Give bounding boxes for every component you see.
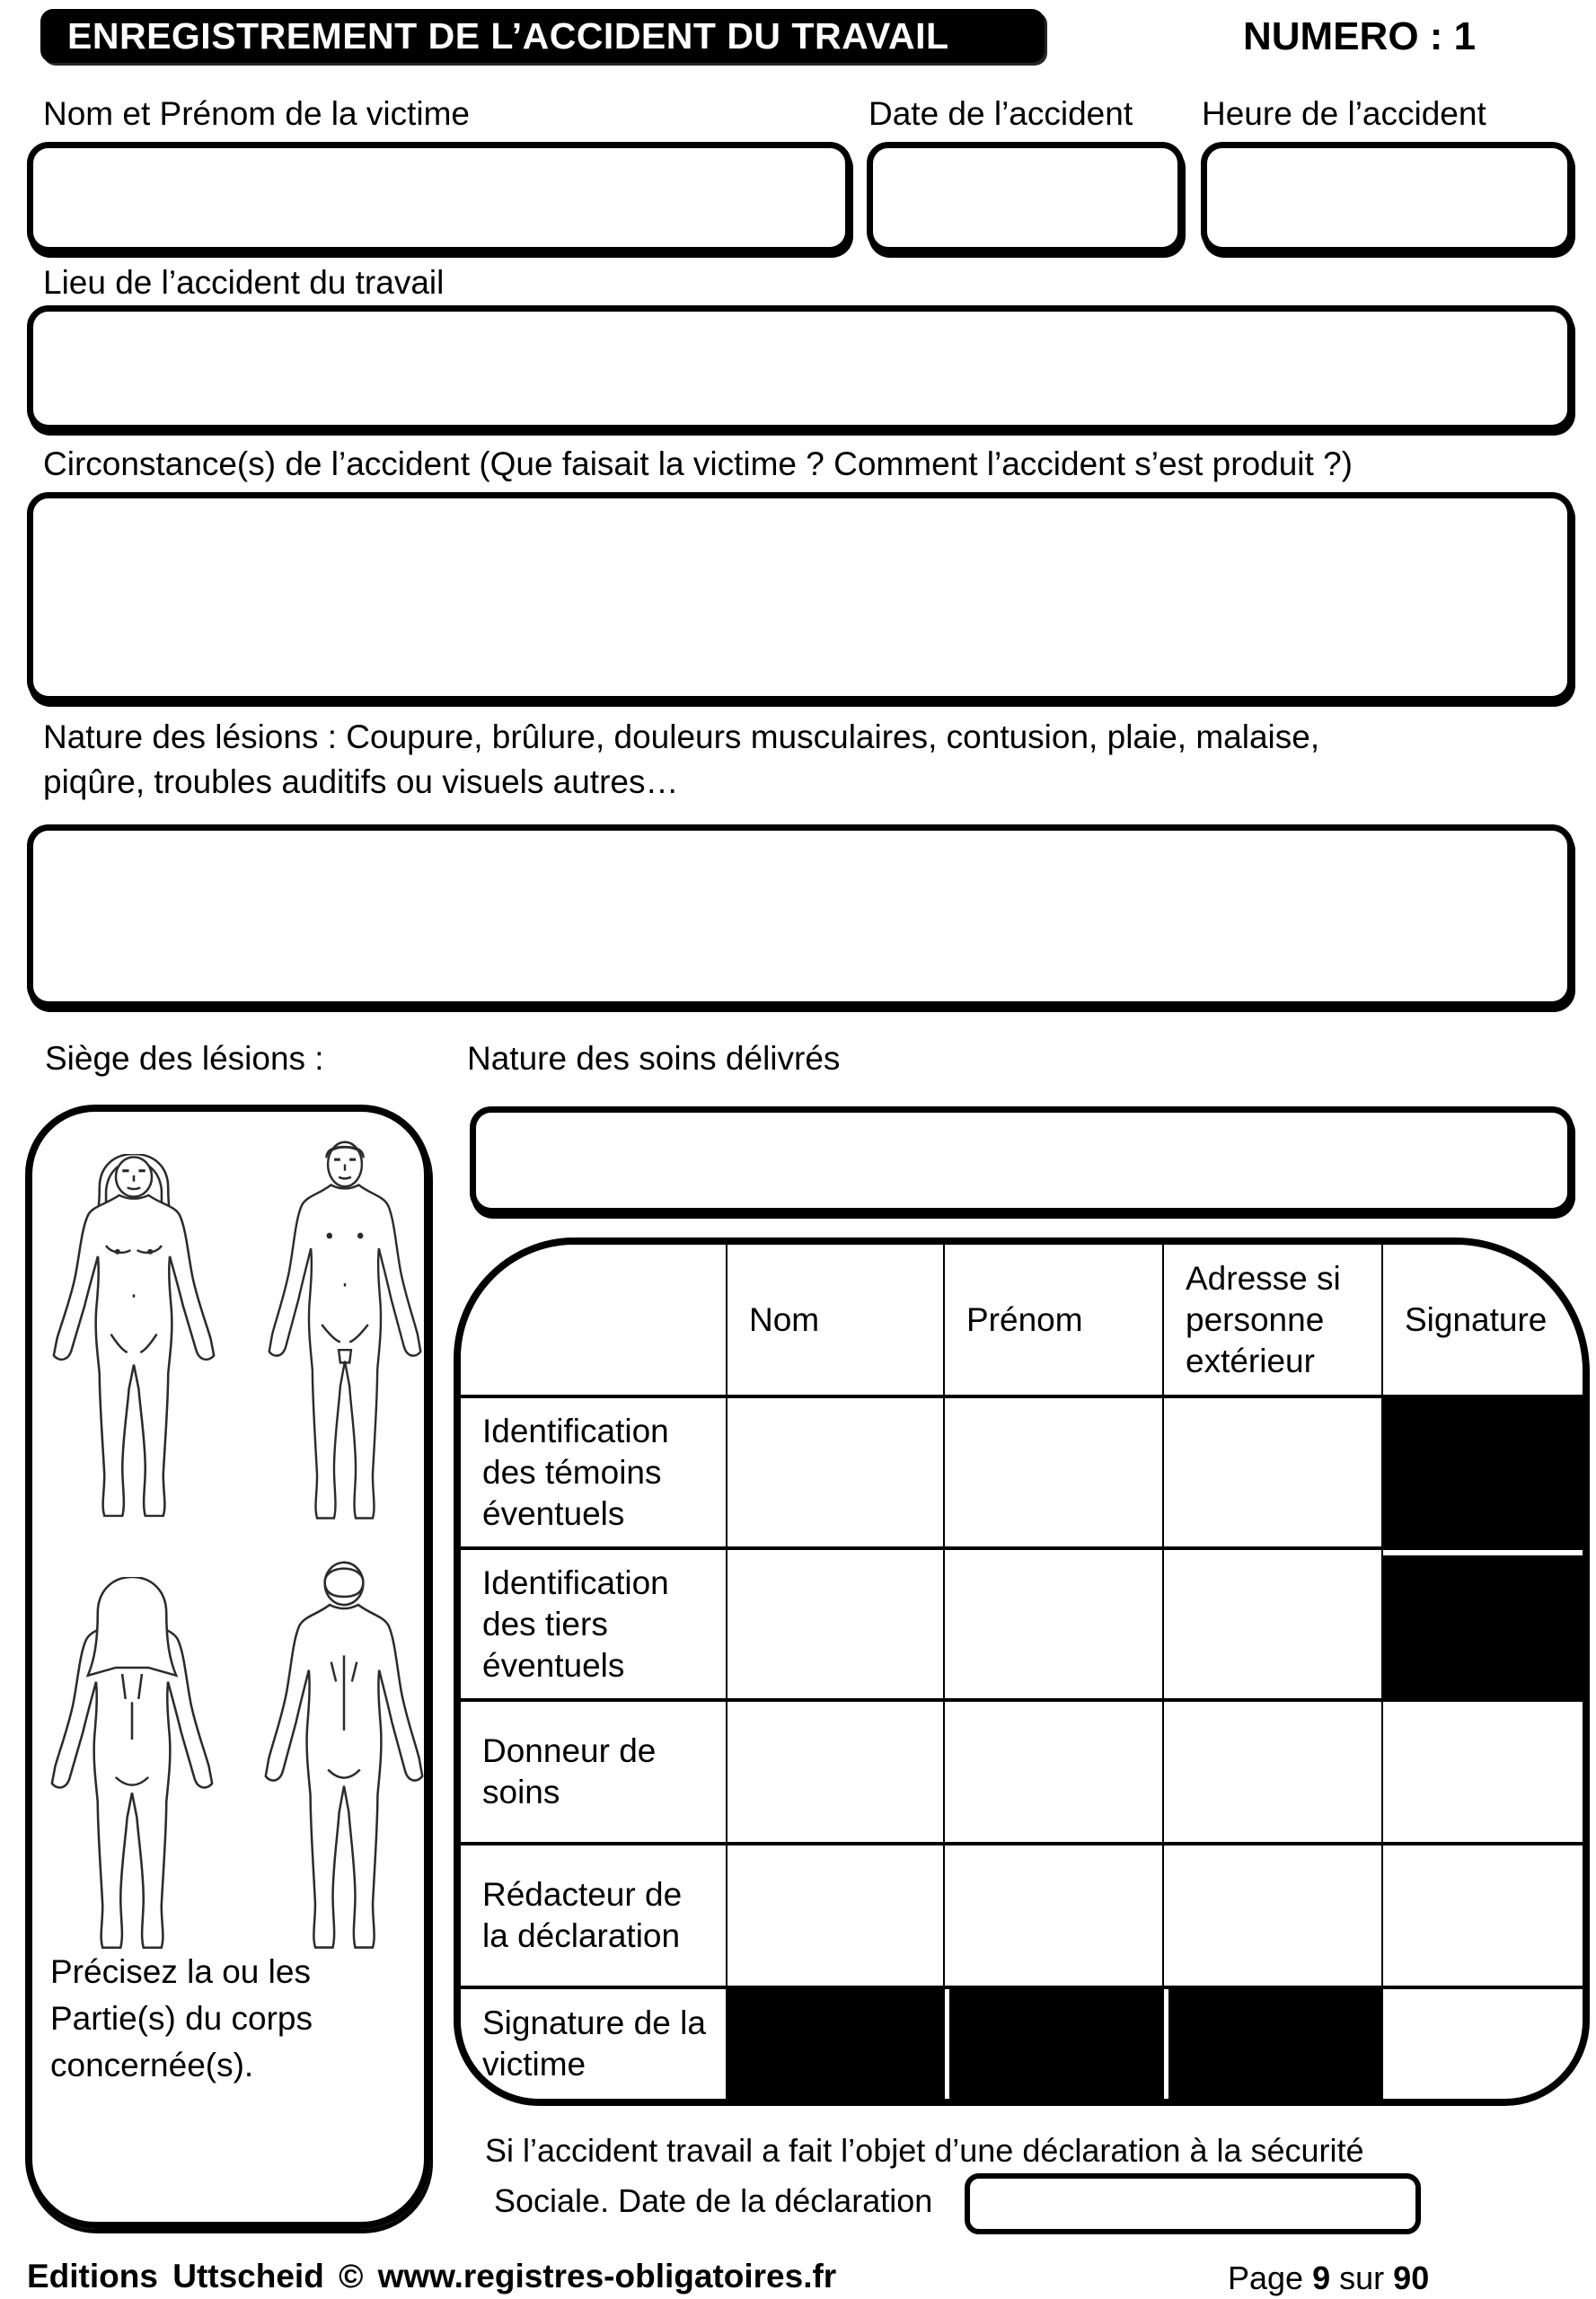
tiers-prenom-cell[interactable] [943,1546,1162,1698]
victime-adresse-cell-redacted [1162,1986,1381,2099]
body-part-instruction: Précisez la ou les Partie(s) du corps concernée(s). [50,1953,313,2083]
column-header-signature: Signature [1381,1245,1583,1395]
accident-date-field[interactable] [867,142,1184,253]
accident-time-label: Heure de l’accident [1202,95,1486,132]
footer-publisher: Editions Uttscheid © www.registres-obligatoires.fr [27,2258,837,2295]
row-label-temoins: Identification des témoins éventuels [461,1395,726,1546]
identification-table [454,1238,1590,2106]
care-nature-label: Nature des soins délivrés [467,1040,841,1077]
footer-page-label: Page [1228,2259,1304,2296]
row-label-signature-victime: Signature de la victime [461,1986,726,2099]
redacteur-nom-cell[interactable] [726,1842,943,1986]
accident-time-field[interactable] [1201,142,1574,253]
redacteur-adresse-cell[interactable] [1162,1842,1381,1986]
tiers-nom-cell[interactable] [726,1546,943,1698]
redacteur-signature-cell[interactable] [1381,1842,1583,1986]
body-diagram-female-back-icon [50,1577,214,1952]
form-title: ENREGISTREMENT DE L’ACCIDENT DU TRAVAIL [67,14,949,57]
column-header-prenom: Prénom [943,1245,1162,1395]
column-header-nom: Nom [726,1245,943,1395]
tiers-adresse-cell[interactable] [1162,1546,1381,1698]
victime-prenom-cell-redacted [943,1986,1162,2099]
temoins-signature-cell-redacted [1381,1395,1583,1546]
footer-page-indicator [1228,2259,1429,2297]
donneur-signature-cell[interactable] [1381,1698,1583,1842]
victim-name-label: Nom et Prénom de la victime [43,95,471,132]
body-diagram-box[interactable] [25,1105,431,2229]
temoins-nom-cell[interactable] [726,1395,943,1546]
donneur-adresse-cell[interactable] [1162,1698,1381,1842]
donneur-prenom-cell[interactable] [943,1698,1162,1842]
footer-page-total: 90 [1393,2259,1430,2296]
circumstances-label: Circonstance(s) de l’accident (Que faisait la victime ? Comment l’accident s’est produit ?) [43,445,1353,482]
column-header-adresse: Adresse si personne extérieur [1162,1245,1381,1395]
donneur-nom-cell[interactable] [726,1698,943,1842]
body-diagram-male-front-icon [268,1141,422,1521]
accident-place-field[interactable] [27,305,1574,431]
victim-name-field[interactable] [27,142,851,253]
tiers-signature-cell-redacted [1381,1546,1583,1698]
declaration-date-field[interactable] [965,2173,1421,2234]
accident-place-label: Lieu de l’accident du travail [43,264,445,301]
redacteur-prenom-cell[interactable] [943,1842,1162,1986]
footer-sur-label: sur [1339,2259,1385,2296]
table-corner-cell [461,1245,726,1395]
body-diagram-male-back-icon [264,1561,424,1952]
temoins-prenom-cell[interactable] [943,1395,1162,1546]
accident-date-label: Date de l’accident [869,95,1133,132]
circumstances-field[interactable] [27,492,1574,702]
victime-nom-cell-redacted [726,1986,943,2099]
body-diagram-female-front-icon [52,1154,216,1520]
declaration-line2: Sociale. Date de la déclaration [494,2182,933,2219]
lesions-site-label: Siège des lésions : [45,1040,324,1077]
victime-signature-cell[interactable] [1381,1986,1583,2099]
row-label-redacteur: Rédacteur de la déclaration [461,1842,726,1986]
declaration-line1: Si l’accident travail a fait l’objet d’une déclaration à la sécurité [485,2132,1364,2169]
row-label-donneur: Donneur de soins [461,1698,726,1842]
row-label-tiers: Identification des tiers éventuels [461,1546,726,1698]
footer-page-number: 9 [1312,2259,1331,2296]
form-title-bar [40,9,1045,63]
lesions-nature-label: Nature des lésions : Coupure, brûlure, douleurs musculaires, contusion, plaie, malaise, piqûre, troubles auditifs ou visuels autres… [43,718,1320,800]
lesions-nature-field[interactable] [27,824,1574,1008]
care-nature-field[interactable] [470,1106,1574,1214]
record-number: NUMERO : 1 [1243,14,1477,58]
temoins-adresse-cell[interactable] [1162,1395,1381,1546]
